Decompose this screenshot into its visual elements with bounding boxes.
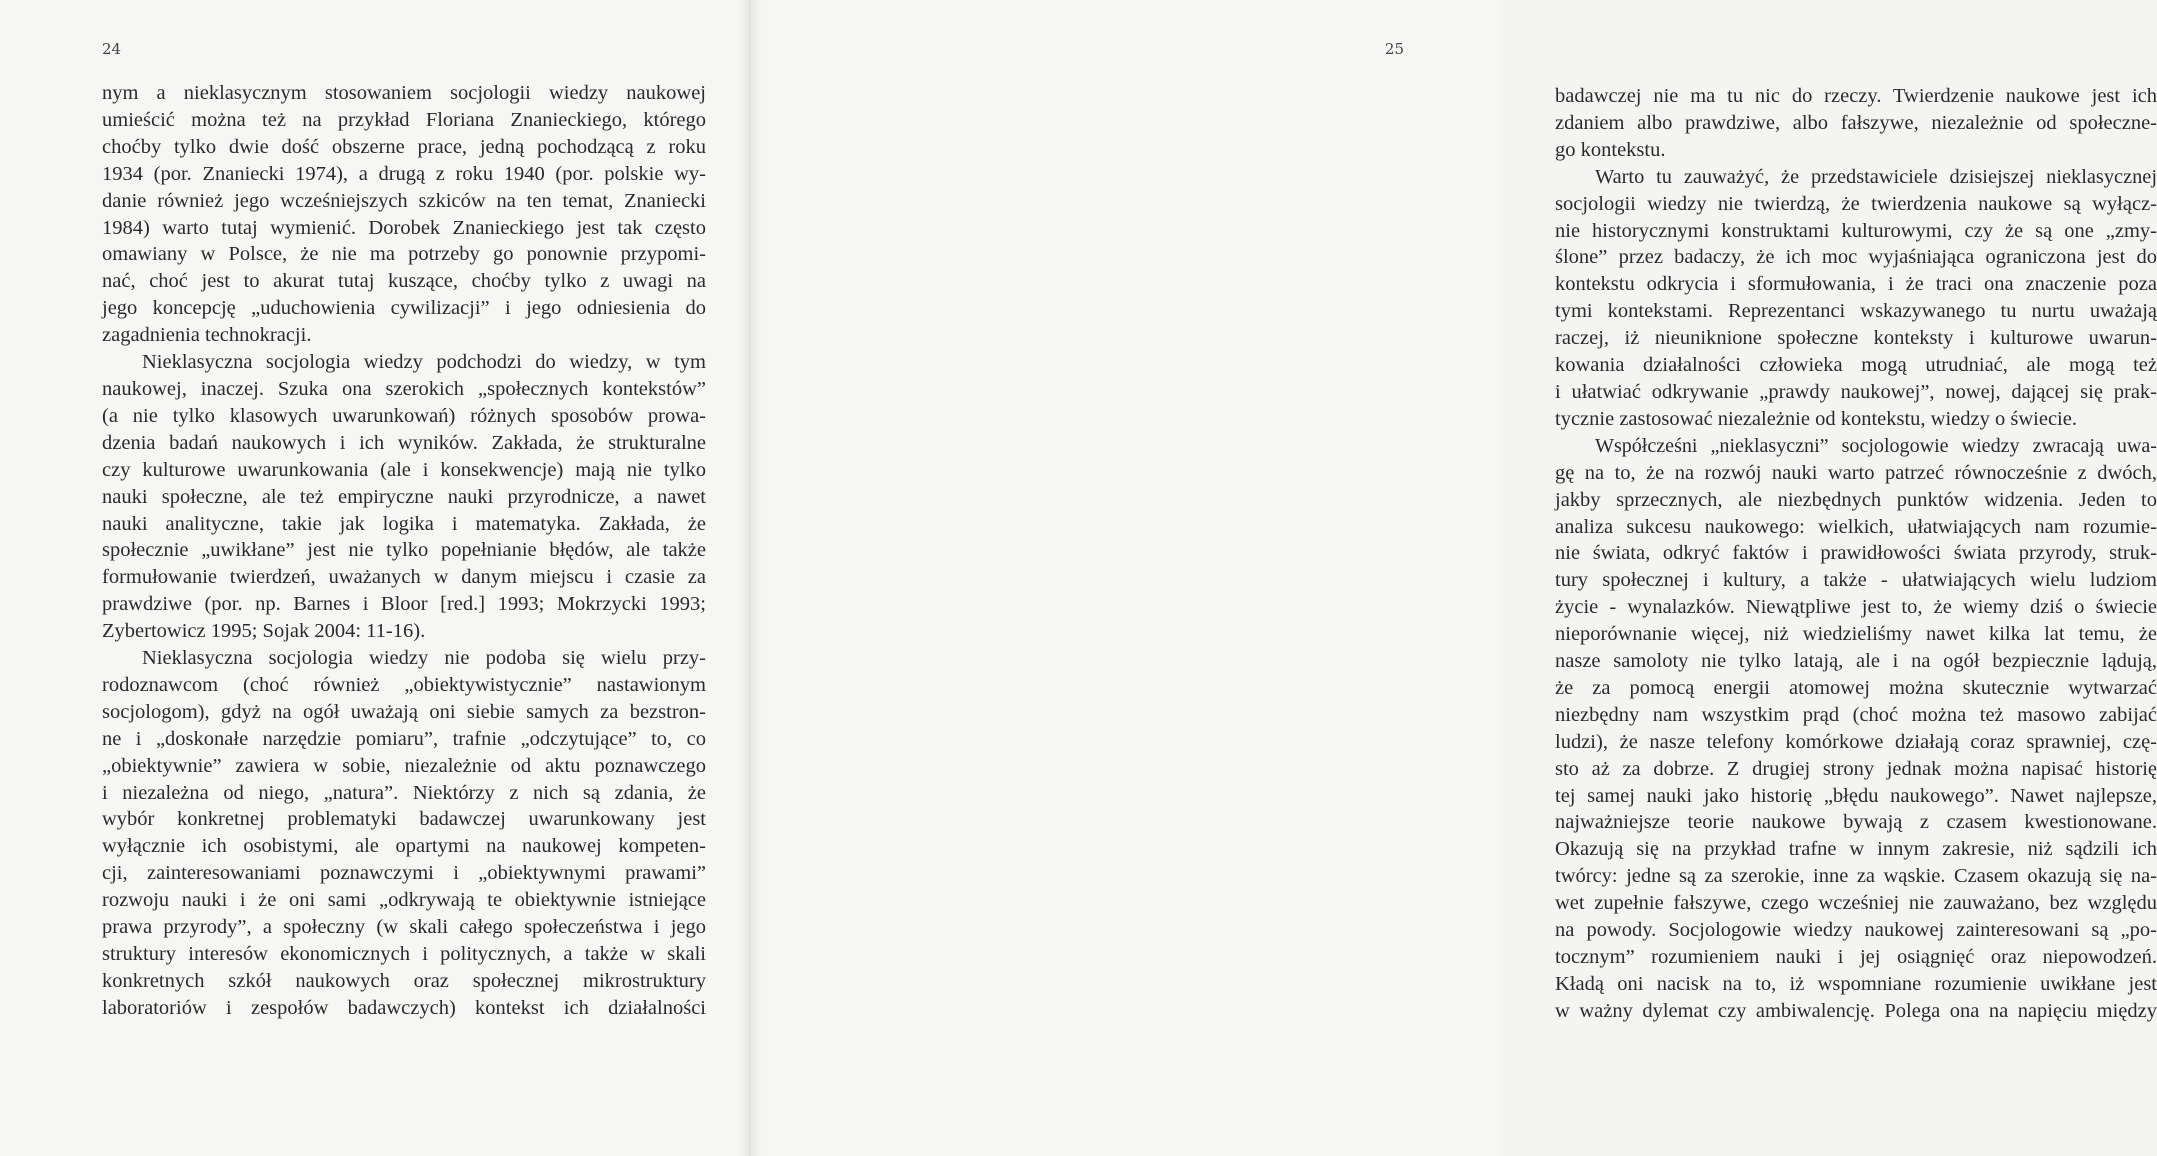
text-line: tej samej nauki jako historię „błędu naukowego”. Nawet najlepsze, [1555,784,2157,807]
text-line: i ułatwiać odkrywanie „prawdy naukowej”, nowej, dającej się prak- [1555,380,2157,403]
text-line: 1984) warto tutaj wymienić. Dorobek Znanieckiego jest tak często [102,216,706,239]
text-line: jego koncepcję „uduchowienia cywilizacji” i jego odniesienia do [102,297,706,320]
text-line: życie - wynalazków. Niewątpliwe jest to, że wiemy dziś o świecie [1555,596,2157,619]
text-line: Okazują się na przykład trafne w innym zakresie, niż sądzili ich [1555,838,2157,861]
text-line: nać, choć jest to akurat tutaj kuszące, choćby tylko z uwagi na [102,270,706,293]
text-line: Zybertowicz 1995; Sojak 2004: 11-16). [102,620,426,643]
text-line: Warto tu zauważyć, że przedstawiciele dzisiejszej nieklasycznej [1595,165,2157,188]
text-line: że za pomocą energii atomowej można skutecznie wytwarzać [1555,676,2157,699]
text-line: nauki społeczne, ale też empiryczne nauki przyrodnicze, a nawet [102,485,706,508]
text-line: wybór konkretnej problematyki badawczej uwarunkowany jest [102,808,706,831]
text-line: badawczej nie ma tu nic do rzeczy. Twierdzenie naukowe jest ich [1555,85,2157,107]
text-line: i niezależna od niego, „natura”. Niektórzy z nich są zdania, że [102,781,706,804]
text-line: nym a nieklasycznym stosowaniem socjologii wiedzy naukowej [102,82,706,104]
right-page [750,0,2157,1156]
text-line: społecznie „uwikłane” jest nie tylko popełnianie błędów, ale także [102,539,706,562]
text-line: czy kulturowe uwarunkowania (ale i konsekwencje) mają nie tylko [102,458,706,481]
text-line: cji, zainteresowaniami poznawczymi i „obiektywnymi prawami” [102,862,706,885]
text-line: dzenia badań naukowych i ich wyników. Zakłada, że strukturalne [102,431,706,454]
text-line: prawa przyrody”, a społeczny (w skali całego społeczeństwa i jego [102,916,706,939]
text-line: ne i „doskonałe narzędzie pomiaru”, trafnie „odczytujące” to, co [102,727,706,750]
text-line: najważniejsze teorie naukowe bywają z czasem kwestionowane. [1555,811,2157,834]
text-line: rozwoju nauki i że oni sami „odkrywają te obiektywnie istniejące [102,889,706,912]
text-line: choćby tylko dwie dość obszerne prace, jedną pochodzącą z roku [102,135,706,158]
text-line: umieścić można też na przykład Floriana Znanieckiego, którego [102,108,706,131]
text-line: zdaniem albo prawdziwe, albo fałszywe, niezależnie od społeczne- [1555,111,2157,134]
text-line: niezbędny nam wszystkim prąd (choć można też masowo zabijać [1555,703,2157,726]
book-gutter [738,0,762,1156]
text-line: ślone” przez badaczy, że ich moc wyjaśniająca ograniczona jest do [1555,246,2157,269]
text-line: omawiany w Polsce, że nie ma potrzeby go ponownie przypomi- [102,243,706,266]
text-line: gę na to, że na rozwój nauki warto patrzeć równocześnie z dwóch, [1555,461,2157,484]
text-line: twórcy: jedne są za szerokie, inne za wąskie. Czasem okazują się na- [1555,865,2157,888]
text-line: wet zupełnie fałszywe, czego wcześniej nie zauważano, bez względu [1555,892,2157,915]
text-line: (a nie tylko klasowych uwarunkowań) różnych sposobów prowa- [102,404,706,427]
text-line: Nieklasyczna socjologia wiedzy podchodzi do wiedzy, w tym [142,351,706,374]
text-line: tocznym” rozumieniem nauki i jej osiągnięć oraz niepowodzeń. [1555,946,2157,968]
text-line: struktury interesów ekonomicznych i politycznych, a także w skali [102,943,706,965]
page-number: 24 [102,40,122,58]
text-line: socjologii wiedzy nie twierdzą, że twierdzenia naukowe są wyłącz- [1555,192,2157,215]
text-line: nauki analityczne, takie jak logika i matematyka. Zakłada, że [102,512,706,535]
left-page [0,0,750,1156]
text-line: nieporównanie więcej, niż wiedzieliśmy nawet kilka lat temu, że [1555,623,2157,646]
text-line: Nieklasyczna socjologia wiedzy nie podoba się wielu przy- [142,647,706,670]
text-line: nasze samoloty nie tylko latają, ale i na ogół bezpiecznie lądują, [1555,650,2157,673]
text-line: 1934 (por. Znaniecki 1974), a drugą z roku 1940 (por. polskie wy- [102,162,706,185]
text-line: raczej, iż nieuniknione społeczne konteksty i kulturowe uwarun- [1555,327,2157,350]
text-line: na powody. Socjologowie wiedzy naukowej zainteresowani są „po- [1555,919,2157,942]
body-text [1555,83,2157,1025]
text-line: w ważny dylemat czy ambiwalencję. Polega ona na napięciu między [1555,999,2157,1022]
text-line: ludzi), że nasze telefony komórkowe działają coraz sprawniej, czę- [1555,730,2157,753]
text-line: nie świata, odkryć faktów i prawidłowości świata przyrody, struk- [1555,542,2157,565]
text-line: nie historycznymi konstruktami kulturowymi, czy że są one „zmy- [1555,219,2157,242]
page-number: 25 [1384,40,1404,58]
text-line: konkretnych szkół naukowych oraz społecznej mikrostruktury [102,969,706,992]
text-line: zagadnienia technokracji. [102,324,312,347]
text-line: sto aż za dobrze. Z drugiej strony jednak można napisać historię [1555,757,2157,780]
text-line: jakby sprzecznych, ale niezbędnych punktów widzenia. Jeden to [1555,488,2157,511]
text-line: socjologom), gdyż na ogół uważają oni siebie samych za bezstron- [102,700,706,723]
text-line: danie również jego wcześniejszych szkiców na ten temat, Znaniecki [102,189,706,212]
text-line: tycznie zastosować niezależnie od kontekstu, wiedzy o świecie. [1555,407,2077,430]
text-line: analiza sukcesu naukowego: wielkich, ułatwiających nam rozumie- [1555,515,2157,538]
text-line: Współcześni „nieklasyczni” socjologowie wiedzy zwracają uwa- [1595,434,2157,457]
text-line: kowania działalności człowieka mogą utrudniać, ale mogą też [1555,354,2157,377]
text-line: prawdziwe (por. np. Barnes i Bloor [red.] 1993; Mokrzycki 1993; [102,593,706,616]
text-line: laboratoriów i zespołów badawczych) kontekst ich działalności [102,996,706,1019]
text-line: rodoznawcom (choć również „obiektywistycznie” nastawionym [102,673,706,696]
text-line: „obiektywnie” zawiera w sobie, niezależnie od aktu poznawczego [102,754,706,777]
text-line: wyłącznie ich osobistymi, ale opartymi na naukowej kompeten- [102,835,706,858]
text-line: tury społecznej i kultury, a także - ułatwiających wielu ludziom [1555,569,2157,592]
text-line: naukowej, inaczej. Szuka ona szerokich „społecznych kontekstów” [102,377,706,400]
text-line: Kładą oni nacisk na to, iż wspomniane rozumienie uwikłane jest [1555,972,2157,995]
text-line: go kontekstu. [1555,138,1666,161]
body-text [102,80,706,1022]
text-line: tymi kontekstami. Reprezentanci wskazywanego tu nurtu uważają [1555,300,2157,323]
text-line: formułowanie twierdzeń, uważanych w danym miejscu i czasie za [102,566,706,589]
text-line: kontekstu odkrycia i sformułowania, i że traci ona znaczenie poza [1555,273,2157,296]
